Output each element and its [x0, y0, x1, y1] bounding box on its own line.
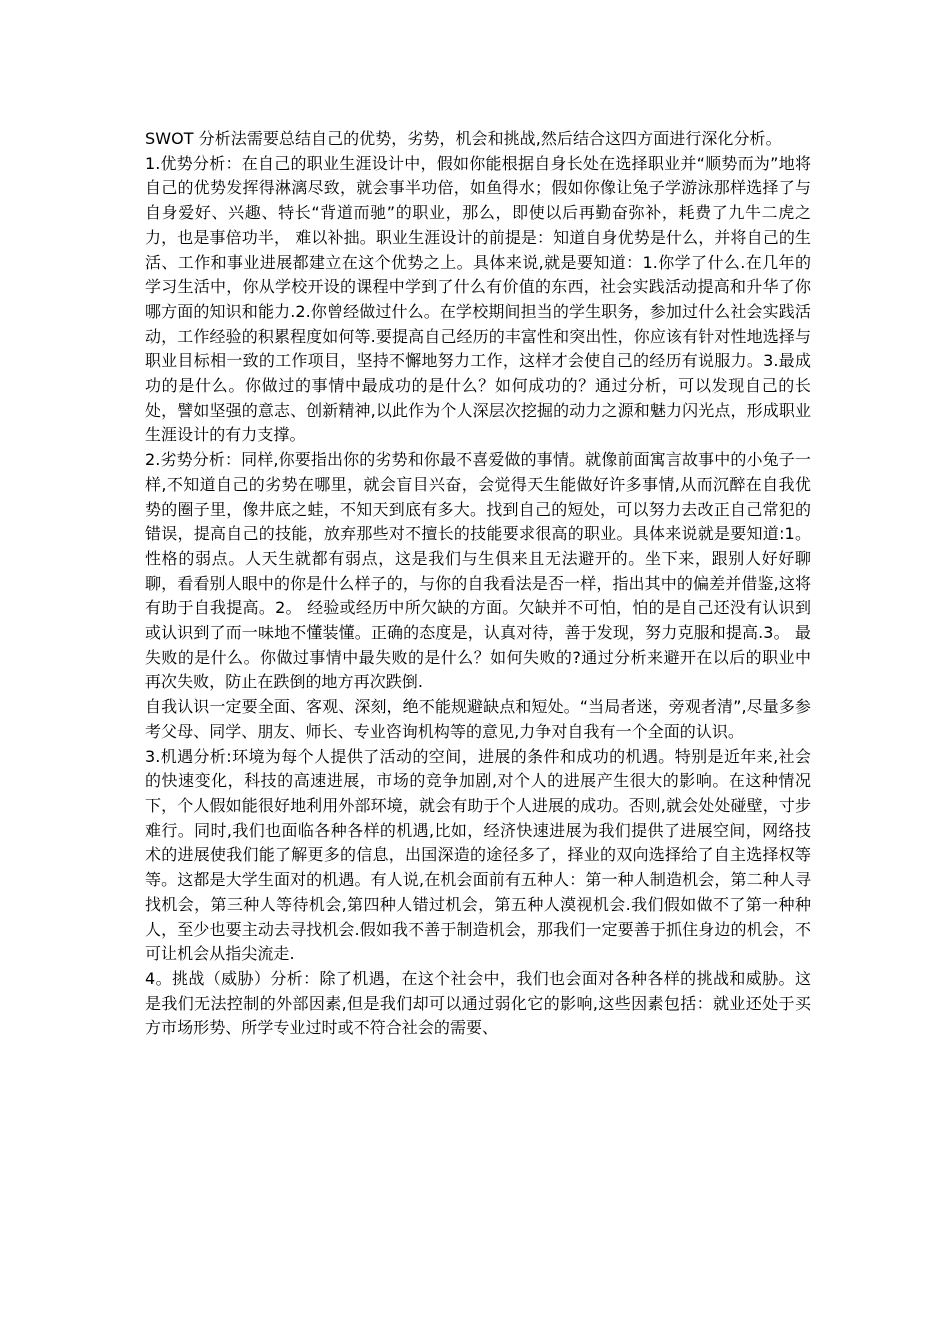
paragraph-threats: 4。挑战（威胁）分析：除了机遇，在这个社会中，我们也会面对各种各样的挑战和威胁。这是我们无法控制的外部因素,但是我们却可以通过弱化它的影响,这些因素包括：就业还处于买方市场形势、所学专业过时或不符合社会的需要、 — [145, 968, 811, 1038]
paragraph-self-awareness: 自我认识一定要全面、客观、深刻，绝不能规避缺点和短处。“当局者迷，旁观者清”,尽量多参考父母、同学、朋友、师长、专业咨询机构等的意见,力争对自我有一个全面的认识。 — [145, 697, 811, 741]
paragraph-intro: SWOT 分析法需要总结自己的优势，劣势，机会和挑战,然后结合这四方面进行深化分析。 — [145, 129, 782, 148]
paragraph-strengths: 1.优势分析：在自己的职业生涯设计中，假如你能根据自身长处在选择职业并“顺势而为”地将自己的优势发挥得淋漓尽致，就会事半功倍，如鱼得水；假如你像让兔子学游泳那样选择了与自身爱好、兴趣、特长“背道而驰”的职业，那么，即使以后再勤奋弥补，耗费了九牛二虎之力，也是事倍功半， 难以补拙。职业生涯设计的前提是：知道自身优势是什么，并将自己的生活、工作和事业进展都建立在这个优势之上。具体来说,就是要知道：1.你学了什么.在几年的学习生活中，你从学校开设的课程中学到了什么有价值的东西，社会实践活动提高和升华了你哪方面的知识和能力.2.你曾经做过什么。在学校期间担当的学生职务，参加过什么社会实践活动，工作经验的积累程度如何等.要提高自己经历的丰富性和突出性，你应该有针对性地选择与职业目标相一致的工作项目，坚持不懈地努力工作，这样才会使自己的经历有说服力。3.最成功的是什么。你做过的事情中最成功的是什么？如何成功的？通过分析，可以发现自己的长处，譬如坚强的意志、创新精神,以此作为个人深层次挖掘的动力之源和魅力闪光点，形成职业生涯设计的有力支撑。 — [145, 153, 811, 445]
document-body — [145, 127, 811, 1041]
paragraph-opportunities: 3.机遇分析:环境为每个人提供了活动的空间，进展的条件和成功的机遇。特别是近年来,社会的快速变化，科技的高速进展，市场的竞争加剧,对个人的进展产生很大的影响。在这种情况下，个人假如能很好地利用外部环境，就会有助于个人进展的成功。否则,就会处处碰壁，寸步难行。同时,我们也面临各种各样的机遇,比如，经济快速进展为我们提供了进展空间，网络技术的进展使我们能了解更多的信息，出国深造的途径多了，择业的双向选择给了自主选择权等等。这都是大学生面对的机遇。有人说,在机会面前有五种人：第一种人制造机会，第二种人寻找机会，第三种人等待机会,第四种人错过机会，第五种人漠视机会.我们假如做不了第一种种人，至少也要主动去寻找机会.假如我不善于制造机会，那我们一定要善于抓住身边的机会，不可让机会从指尖流走. — [145, 746, 811, 964]
paragraph-weaknesses: 2.劣势分析：同样,你要指出你的劣势和你最不喜爱做的事情。就像前面寓言故事中的小兔子一样,不知道自己的劣势在哪里，就会盲目兴奋，会觉得天生能做好许多事情,从而沉醉在自我优势的圈子里，像井底之蛙，不知天到底有多大。找到自己的短处，可以努力去改正自己常犯的错误，提高自己的技能，放弃那些对不擅长的技能要求很高的职业。具体来说就是要知道:1。 性格的弱点。人天生就都有弱点，这是我们与生俱来且无法避开的。坐下来，跟别人好好聊聊，看看别人眼中的你是什么样子的，与你的自我看法是否一样，指出其中的偏差并借鉴,这将有助于自我提高。2。 经验或经历中所欠缺的方面。欠缺并不可怕，怕的是自己还没有认识到或认识到了而一味地不懂装懂。正确的态度是，认真对待，善于发现，努力克服和提高.3。 最失败的是什么。你做过事情中最失败的是什么？如何失败的?通过分析来避开在以后的职业中再次失败，防止在跌倒的地方再次跌倒. — [145, 450, 811, 692]
